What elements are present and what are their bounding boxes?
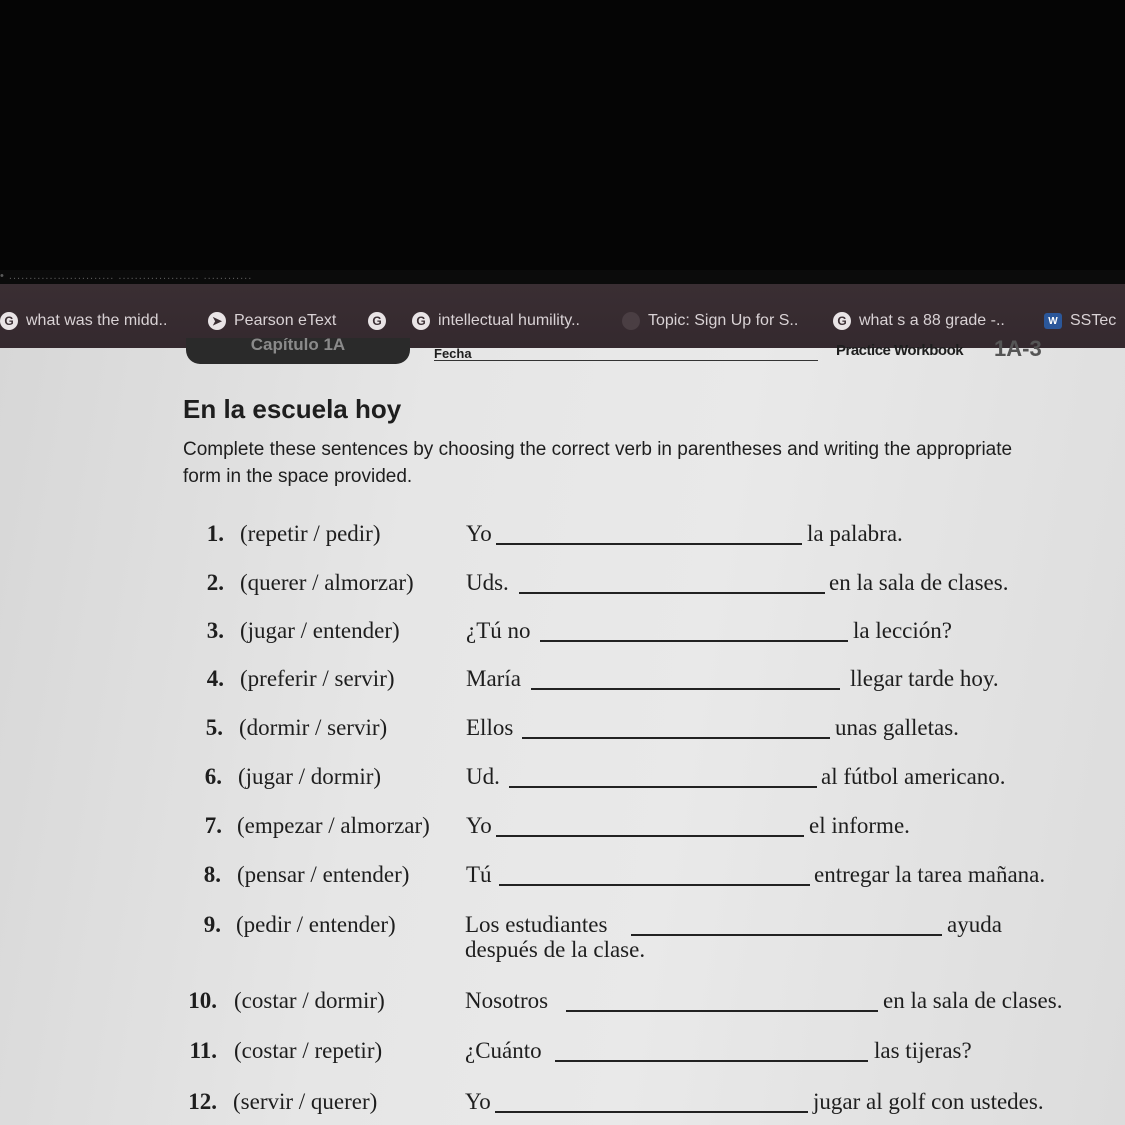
verb-choices: (dormir / servir) [239, 715, 388, 740]
sentence-subject: Nosotros [465, 988, 549, 1013]
bookmark-label: Topic: Sign Up for S.. [648, 312, 799, 329]
sentence-end: el informe. [809, 813, 910, 838]
answer-blank[interactable] [519, 592, 825, 594]
sentence-subject: Ellos [466, 715, 514, 740]
bookmark-pearson-etext[interactable] [208, 308, 336, 334]
verb-choices: (costar / dormir) [234, 988, 385, 1013]
answer-blank[interactable] [555, 1060, 868, 1062]
answer-blank[interactable] [496, 543, 802, 545]
url-strip: • .......................... .................... ............ [0, 270, 1125, 284]
sentence-continuation: después de la clase. [465, 937, 646, 962]
worksheet-title: En la escuela hoy [183, 394, 402, 424]
globe-icon: ● [622, 312, 640, 330]
sentence-end: llegar tarde hoy. [850, 666, 999, 691]
bookmarks-bar [0, 284, 1125, 349]
answer-blank[interactable] [540, 640, 848, 642]
sentence-subject: Uds. [466, 570, 509, 595]
sentence-subject: Yo [466, 813, 492, 838]
sentence-end: en la sala de clases. [883, 988, 1063, 1013]
google-icon: G [0, 312, 18, 330]
item-number: 7. [204, 813, 222, 838]
item-number: 8. [203, 862, 221, 887]
item-number: 3. [206, 618, 224, 643]
sentence-subject: ¿Tú no [466, 618, 531, 643]
verb-choices: (pensar / entender) [237, 862, 410, 887]
sentence-end: entregar la tarea mañana. [814, 862, 1046, 887]
bookmark-whats-a-88-grade[interactable] [833, 308, 1005, 334]
sentence-subject: María [466, 666, 521, 691]
google-icon: G [412, 312, 430, 330]
instructions: Complete these sentences by choosing the correct verb in parentheses and writing the appropriate form in the space provided. [183, 439, 1013, 487]
bookmark-intellectual-humility[interactable] [412, 308, 580, 334]
item-number: 11. [189, 1038, 217, 1063]
bookmark-label: SSTec [1070, 312, 1117, 329]
practice-workbook-label: Practice Workbook [836, 342, 964, 359]
verb-choices: (costar / repetir) [234, 1038, 383, 1063]
sentence-end: al fútbol americano. [821, 764, 1006, 789]
sentence-end: en la sala de clases. [829, 570, 1009, 595]
sentence-subject: Los estudiantes [465, 912, 608, 937]
bookmark-label: what s a 88 grade -.. [859, 312, 1005, 329]
item-number: 5. [205, 715, 223, 740]
google-icon: G [833, 312, 851, 330]
answer-blank[interactable] [495, 1111, 808, 1113]
sentence-subject: Yo [466, 521, 492, 546]
chapter-tab: Capítulo 1A [186, 338, 410, 364]
item-number: 6. [204, 764, 222, 789]
item-number: 2. [206, 570, 224, 595]
item-number: 4. [206, 666, 224, 691]
verb-choices: (jugar / dormir) [238, 764, 382, 789]
sentence-subject: Yo [465, 1089, 491, 1114]
sentence-subject: Tú [466, 862, 492, 887]
item-number: 12. [188, 1089, 217, 1114]
answer-blank[interactable] [566, 1010, 878, 1012]
fecha-label: Fecha [434, 346, 472, 361]
worksheet-page [0, 336, 1125, 1125]
verb-choices: (repetir / pedir) [240, 521, 381, 546]
fecha-line [434, 360, 818, 361]
sentence-end: las tijeras? [874, 1038, 972, 1063]
workbook-code: 1A-3 [994, 336, 1042, 361]
answer-blank[interactable] [631, 934, 942, 936]
verb-choices: (pedir / entender) [236, 912, 396, 937]
sentence-end: la lección? [853, 618, 952, 643]
screen-background [0, 0, 1125, 282]
bookmark-sstec[interactable] [1044, 308, 1116, 334]
bookmark-what-was-the-midd[interactable] [0, 308, 167, 334]
answer-blank[interactable] [531, 688, 840, 690]
compass-icon: ➤ [208, 312, 226, 330]
google-icon: G [368, 312, 386, 330]
bookmark-google[interactable] [368, 308, 386, 334]
verb-choices: (querer / almorzar) [240, 570, 414, 595]
sentence-subject: ¿Cuánto [465, 1038, 542, 1063]
answer-blank[interactable] [509, 786, 817, 788]
sentence-end: jugar al golf con ustedes. [813, 1089, 1044, 1114]
bookmark-label: Pearson eText [234, 312, 337, 329]
answer-blank[interactable] [522, 737, 830, 739]
verb-choices: (preferir / servir) [240, 666, 395, 691]
item-number: 9. [203, 912, 221, 937]
verb-choices: (servir / querer) [233, 1089, 378, 1114]
word-icon: W [1044, 313, 1062, 329]
bookmark-topic-sign-up[interactable] [622, 308, 798, 334]
verb-choices: (jugar / entender) [240, 618, 400, 643]
item-number: 10. [188, 988, 217, 1013]
bookmark-label: intellectual humility.. [438, 312, 580, 329]
answer-blank[interactable] [499, 884, 810, 886]
answer-blank[interactable] [496, 835, 804, 837]
sentence-end: la palabra. [807, 521, 903, 546]
sentence-end: unas galletas. [835, 715, 959, 740]
item-number: 1. [206, 521, 224, 546]
sentence-subject: Ud. [466, 764, 500, 789]
sentence-end: ayuda [947, 912, 1002, 937]
verb-choices: (empezar / almorzar) [237, 813, 430, 838]
bookmark-label: what was the midd.. [26, 312, 168, 329]
